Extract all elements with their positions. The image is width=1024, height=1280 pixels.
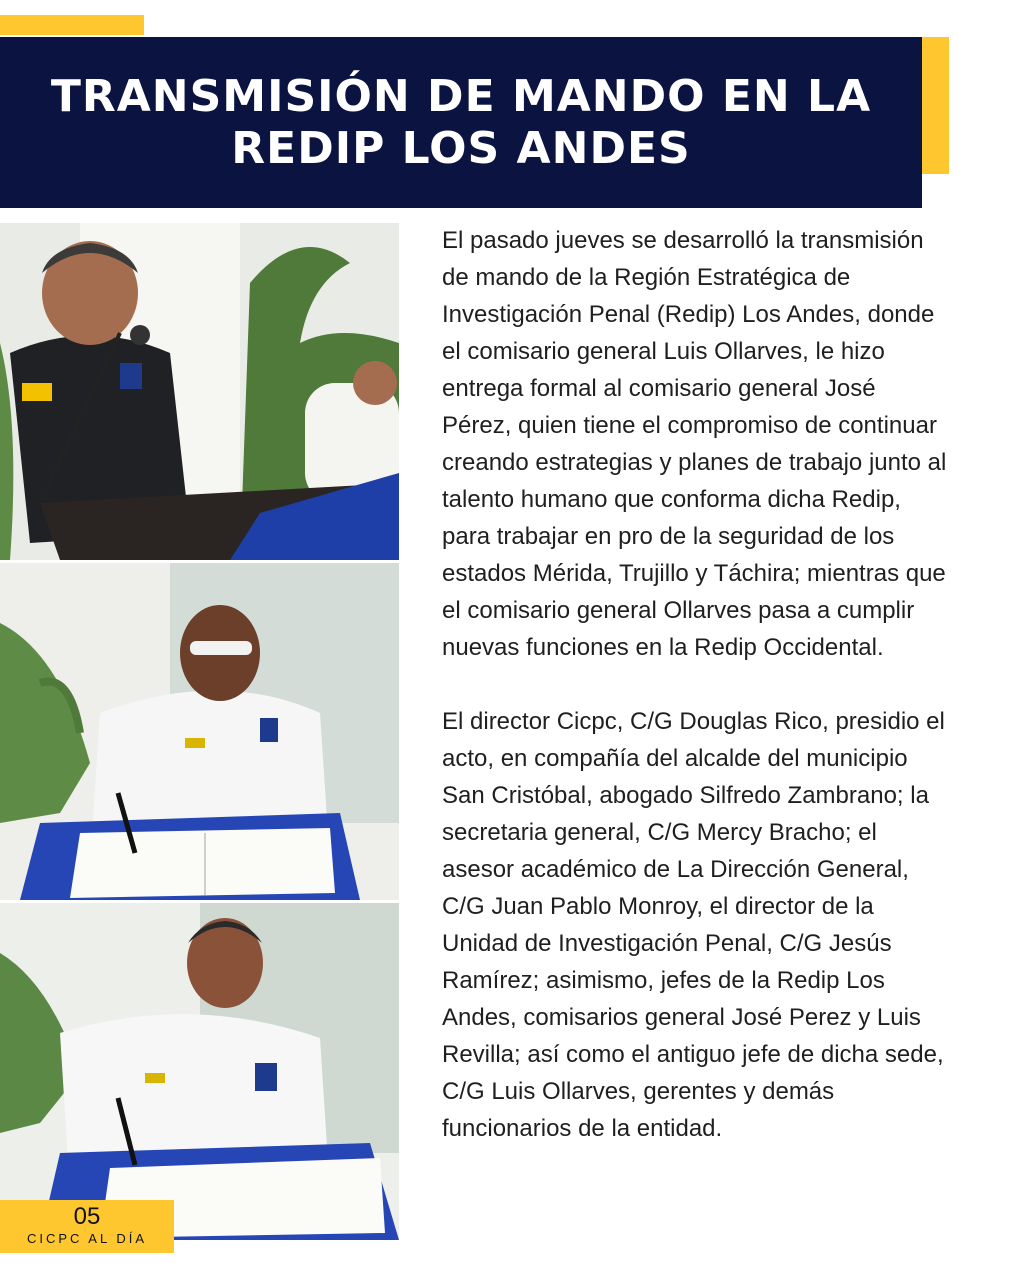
photo-official-signing-1 bbox=[0, 563, 399, 900]
article-body bbox=[442, 222, 947, 1184]
article-paragraph-2: El director Cicpc, C/G Douglas Rico, presidio el acto, en compañía del alcalde del municipio San Cristóbal, abogado Silfredo Zambrano; la secretaria general, C/G Mercy Bracho; el asesor académico de La Dirección General, C/G Juan Pablo Monroy, el director de la Unidad de Investigación Penal, C/G Jesús Ramírez; asimismo, jefes de la Redip Los Andes, comisarios general José Perez y Luis Revilla; así como el antiguo jefe de dicha sede, C/G Luis Ollarves, gerentes y demás funcionarios de la entidad. bbox=[442, 708, 945, 1142]
photo-speaker-at-podium bbox=[0, 223, 399, 560]
top-accent-bar bbox=[0, 15, 144, 35]
page-title: TRANSMISIÓN DE MANDO EN LA REDIP LOS ANDES bbox=[50, 70, 872, 174]
article-paragraph-1: El pasado jueves se desarrolló la transmisión de mando de la Región Estratégica de Investigación Penal (Redip) Los Andes, donde el comisario general Luis Ollarves, le hizo entrega formal al comisario general José Pérez, quien tiene el compromiso de continuar creando estrategias y planes de trabajo junto al talento humano que conforma dicha Redip, para trabajar en pro de la seguridad de los estados Mérida, Trujillo y Táchira; mientras que el comisario general Ollarves pasa a cumplir nuevas funciones en la Redip Occidental. bbox=[442, 227, 947, 661]
publication-caption: CICPC AL DÍA bbox=[26, 1231, 148, 1246]
photo-official-signing-2 bbox=[0, 903, 399, 1240]
side-accent-bar bbox=[922, 37, 949, 174]
page-number: 05 bbox=[73, 1203, 101, 1230]
page-footer-tag bbox=[0, 1200, 174, 1253]
title-banner bbox=[0, 37, 922, 208]
